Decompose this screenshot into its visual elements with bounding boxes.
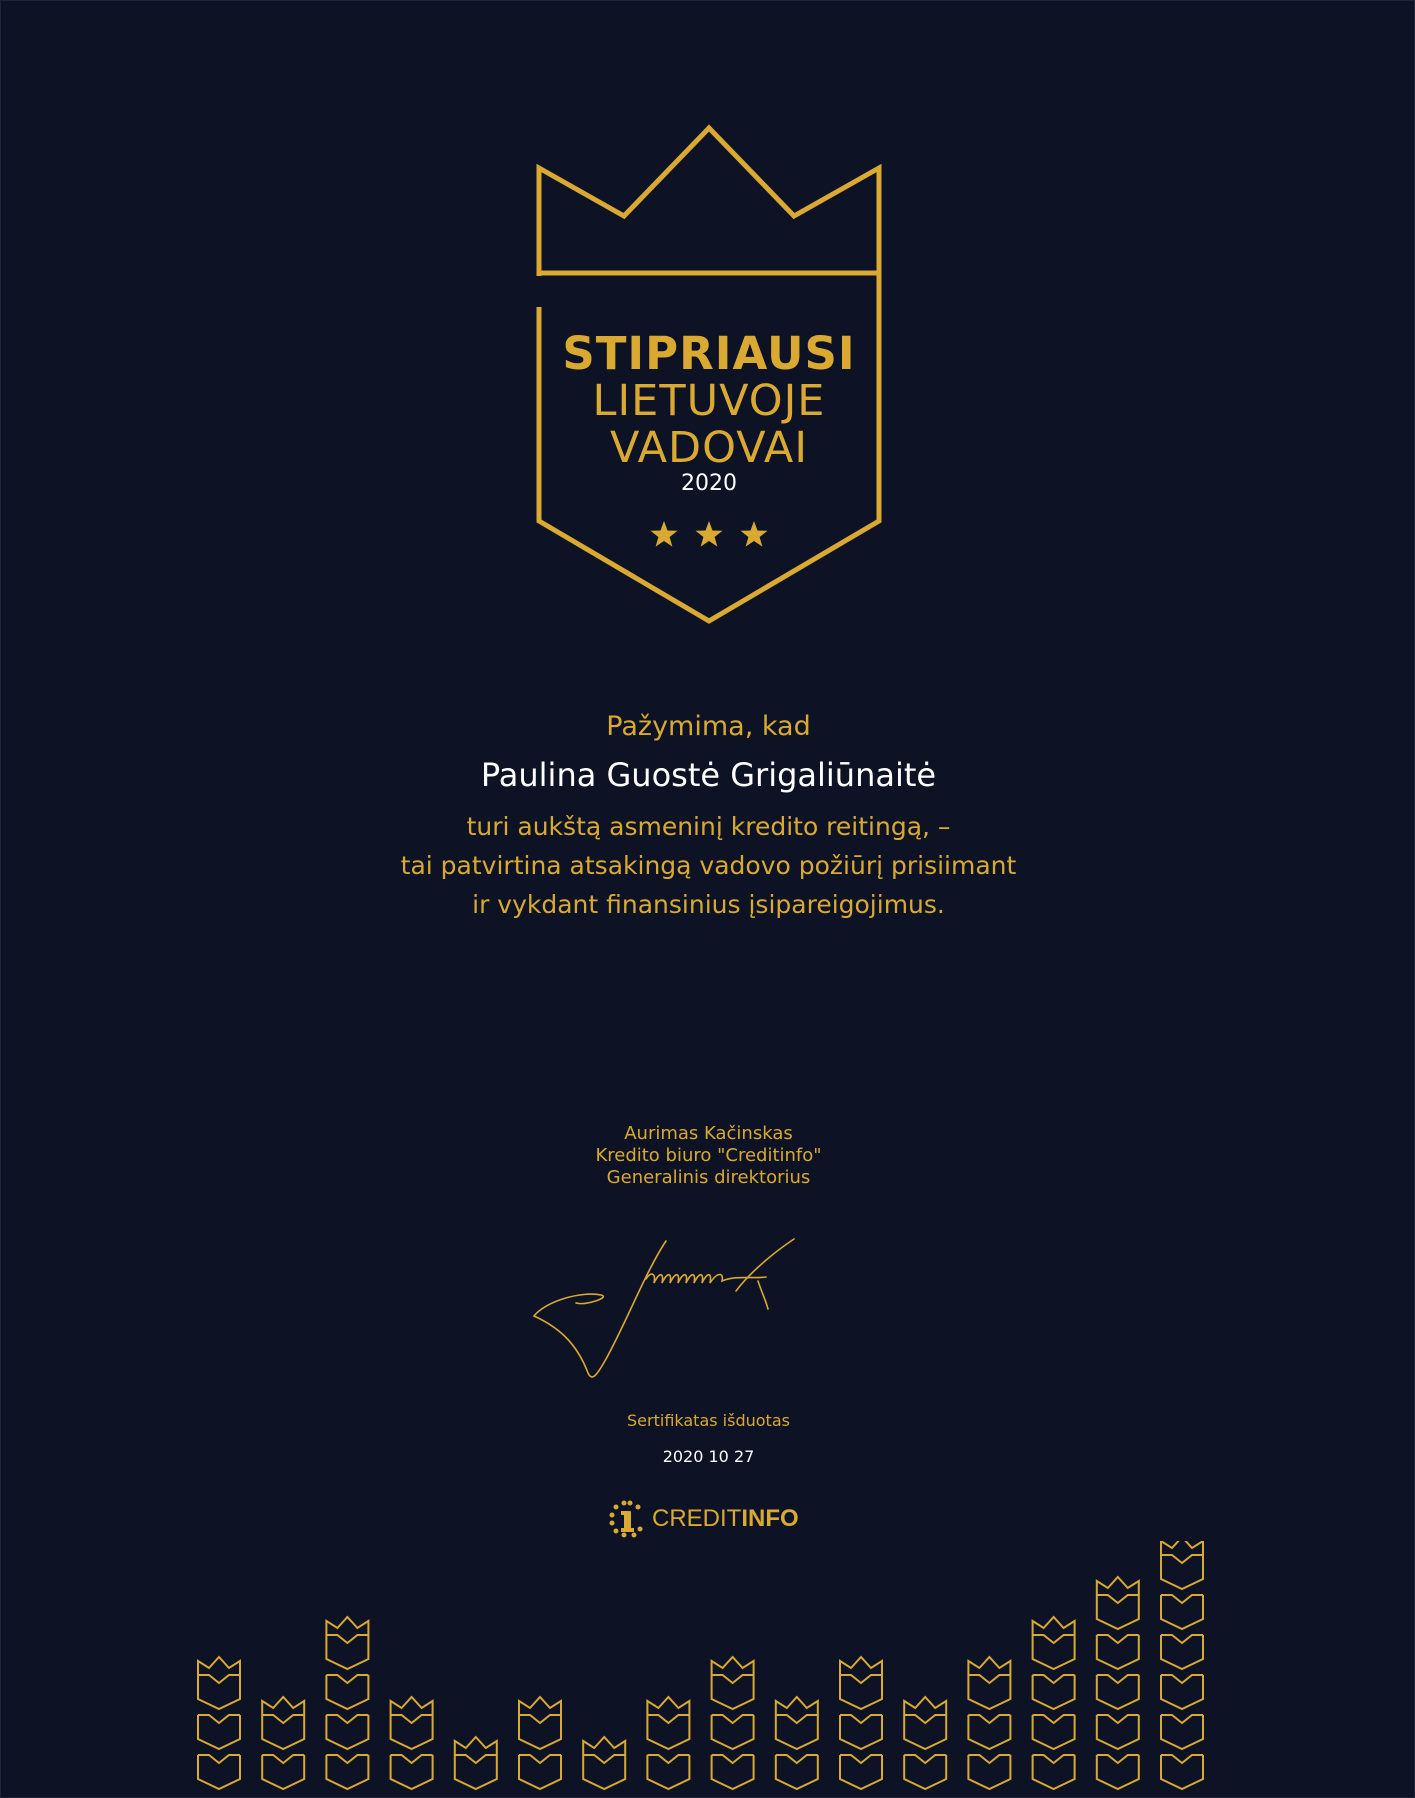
mini-shield-icon (1097, 1755, 1139, 1789)
mini-shield-icon (262, 1715, 304, 1749)
shield-column (455, 1737, 497, 1789)
recipient-name: Paulina Guostė Grigaliūnaitė (480, 756, 937, 794)
mini-shield-icon (968, 1715, 1010, 1749)
mini-crown-icon (391, 1697, 433, 1715)
signatory-name: Aurimas Kačinskas (624, 1123, 793, 1144)
mini-shield-icon (1161, 1555, 1203, 1589)
mini-shield-icon (1161, 1675, 1203, 1709)
mini-shield-icon (1033, 1715, 1075, 1749)
mini-shield-icon (326, 1635, 368, 1669)
mini-shield-icon (391, 1715, 433, 1749)
certifies-label: Pažymima, kad (606, 711, 811, 742)
shield-column (519, 1697, 561, 1789)
mini-shield-icon (1097, 1595, 1139, 1629)
mini-shield-icon (840, 1675, 882, 1709)
shield-column (712, 1657, 754, 1789)
mini-shield-icon (840, 1715, 882, 1749)
mini-shield-icon (968, 1755, 1010, 1789)
shield-column (776, 1697, 818, 1789)
mini-crown-icon (1097, 1577, 1139, 1595)
mini-crown-icon (262, 1697, 304, 1715)
signatory-title: Generalinis direktorius (606, 1167, 811, 1188)
star-icon (741, 521, 768, 547)
signatory-org: Kredito biuro "Creditinfo" (595, 1145, 822, 1166)
badge-title-line2: LIETUVOJE (592, 376, 826, 426)
decorative-shield-skyline (196, 1541, 1226, 1791)
issued-date: 2020 10 27 (662, 1447, 755, 1466)
mini-crown-icon (968, 1657, 1010, 1675)
mini-crown-icon (1161, 1541, 1203, 1555)
stars-icon (651, 521, 768, 547)
mini-shield-icon (1097, 1675, 1139, 1709)
body-line-1: turi aukštą asmeninį kredito reitingą, – (466, 812, 951, 841)
handwritten-signature (526, 1231, 896, 1381)
shield-column (198, 1657, 240, 1789)
creditinfo-logo (608, 1497, 808, 1541)
shield-column (1097, 1577, 1139, 1789)
mini-crown-icon (904, 1697, 946, 1715)
mini-shield-icon (198, 1755, 240, 1789)
mini-crown-icon (455, 1737, 497, 1755)
mini-shield-icon (1033, 1675, 1075, 1709)
shield-column (647, 1697, 689, 1789)
star-icon (651, 521, 678, 547)
mini-shield-icon (968, 1675, 1010, 1709)
mini-crown-icon (583, 1737, 625, 1755)
mini-shield-icon (840, 1755, 882, 1789)
shield-column (1161, 1541, 1203, 1789)
mini-shield-icon (776, 1715, 818, 1749)
crown-outline (539, 128, 879, 276)
mini-shield-icon (326, 1675, 368, 1709)
mini-crown-icon (776, 1697, 818, 1715)
mini-shield-icon (198, 1715, 240, 1749)
logo-wordmark-credit: CREDIT (652, 1505, 742, 1532)
shield-column (583, 1737, 625, 1789)
badge-title-line1: STIPRIAUSI (562, 327, 856, 380)
mini-crown-icon (519, 1697, 561, 1715)
mini-shield-icon (198, 1675, 240, 1709)
mini-crown-icon (840, 1657, 882, 1675)
mini-shield-icon (712, 1715, 754, 1749)
mini-shield-icon (1097, 1715, 1139, 1749)
logo-wordmark-info: INFO (741, 1505, 799, 1532)
mini-shield-icon (647, 1715, 689, 1749)
mini-shield-icon (1161, 1755, 1203, 1789)
mini-shield-icon (904, 1755, 946, 1789)
mini-shield-icon (904, 1715, 946, 1749)
mini-shield-icon (519, 1715, 561, 1749)
mini-shield-icon (712, 1675, 754, 1709)
shield-column (262, 1697, 304, 1789)
issued-label: Sertifikatas išduotas (627, 1411, 790, 1430)
mini-crown-icon (712, 1657, 754, 1675)
mini-shield-icon (1033, 1635, 1075, 1669)
shield-column (968, 1657, 1010, 1789)
mini-shield-icon (647, 1755, 689, 1789)
badge-year: 2020 (681, 471, 737, 496)
mini-shield-icon (1161, 1595, 1203, 1629)
shield-column (1033, 1617, 1075, 1789)
logo-wordmark (652, 1505, 799, 1533)
mini-shield-icon (326, 1715, 368, 1749)
mini-shield-icon (391, 1755, 433, 1789)
shield-column (391, 1697, 433, 1789)
mini-shield-icon (583, 1755, 625, 1789)
mini-shield-icon (1161, 1635, 1203, 1669)
star-icon (696, 521, 723, 547)
mini-shield-icon (1097, 1635, 1139, 1669)
mini-shield-icon (712, 1755, 754, 1789)
mini-crown-icon (326, 1617, 368, 1635)
body-line-2: tai patvirtina atsakingą vadovo požiūrį prisiimant (400, 851, 1017, 880)
mini-shield-icon (1161, 1715, 1203, 1749)
creditinfo-mark-icon (608, 1499, 646, 1539)
mini-shield-icon (519, 1755, 561, 1789)
shield-column (904, 1697, 946, 1789)
mini-crown-icon (198, 1657, 240, 1675)
mini-shield-icon (455, 1755, 497, 1789)
mini-crown-icon (647, 1697, 689, 1715)
mini-shield-icon (326, 1755, 368, 1789)
mini-shield-icon (1033, 1755, 1075, 1789)
mini-shield-icon (262, 1755, 304, 1789)
shield-column (840, 1657, 882, 1789)
shield-column (326, 1617, 368, 1789)
mini-crown-icon (1033, 1617, 1075, 1635)
mini-shield-icon (776, 1755, 818, 1789)
body-line-3: ir vykdant finansinius įsipareigojimus. (472, 890, 945, 919)
badge-title-line3: VADOVAI (609, 423, 809, 473)
